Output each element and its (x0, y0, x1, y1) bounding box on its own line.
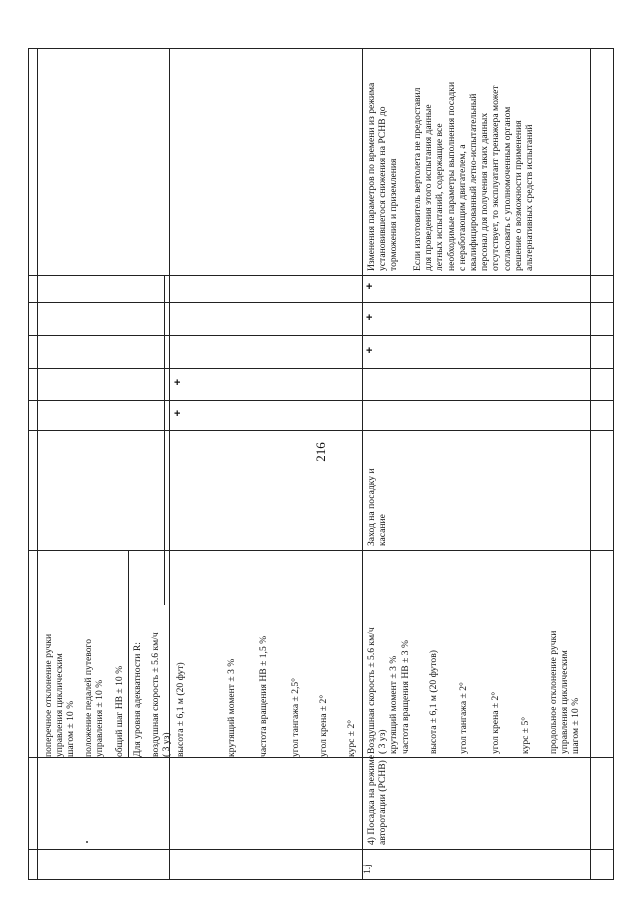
prev-params-10: курс ± 2° (346, 719, 357, 757)
row4-title: 4) Посадка на режиме авторотации (РСНВ) (366, 755, 389, 845)
row4-note-2: Если изготовитель вертолета не предоставил для проведения этого испытания данные летных испытаний, содержащие все необходимые параметры выполнения посадки с неработающим двигателем, а квалифицированный летно-испытательный персонал для получения таких данных отсутствует, то эксплуатант тренажера может согласовать с уполномоченным органом решение о возможности применения альтернативных средств испытаний (412, 81, 536, 271)
mark-plus: + (366, 312, 373, 324)
row4-param-3: высота ± 6,1 м (20 футов) (428, 650, 439, 754)
row4-param-4: угол тангажа ± 2° (458, 682, 469, 754)
column-separator (28, 335, 614, 336)
prev-params-6: крутящий момент ± 3 % (226, 658, 237, 757)
row4-note-1: Изменения параметров по времени из режима установившегося снижения на РСНВ до торможения и приземления (366, 82, 400, 271)
mark-plus: + (174, 408, 181, 420)
scan-speck (86, 841, 88, 843)
column-separator (28, 275, 614, 276)
prev-params-8: угол тангажа ± 2,5° (290, 677, 301, 757)
prev-params-4: Для уровня адекватности R: (132, 642, 143, 757)
table-border-left (28, 48, 29, 880)
column-separator (28, 757, 614, 758)
mark-plus: + (174, 377, 181, 389)
table-border-bottom (28, 879, 614, 880)
prev-params-7: частота вращения НВ ± 1,5 % (258, 635, 269, 757)
row4-id: 1.j (362, 864, 373, 874)
row4-param-2: частота вращения НВ ± 3 % (400, 640, 411, 754)
row-separator (590, 48, 591, 880)
row-separator (362, 48, 363, 880)
cell-divider (164, 275, 165, 605)
prev-params-9: угол крена ± 2° (318, 694, 329, 757)
prev-params-5: воздушная скорость ± 5.6 км/ч ( 3 уз) высота ± 6,1 м (20 фут) (150, 632, 187, 757)
row4-param-1: Воздушная скорость ± 5.6 км/ч ( 3 уз) крутящий момент ± 3 % (366, 627, 400, 754)
column-separator (28, 550, 614, 551)
table-border-right (613, 48, 614, 880)
column-separator (28, 849, 614, 850)
row-separator (37, 48, 38, 880)
row4-param-6: курс ± 5° (520, 716, 531, 754)
test-table (28, 0, 616, 880)
sub-divider (128, 550, 129, 757)
column-separator (28, 302, 614, 303)
column-separator (28, 430, 614, 431)
row4-condition: Заход на посадку и касание (366, 468, 389, 546)
row4-param-5: угол крена ± 2° (490, 691, 501, 754)
page-number: 216 (313, 442, 328, 462)
mark-plus: + (366, 345, 373, 357)
mark-plus: + (366, 281, 373, 293)
row4-param-7: продольное отклонение ручки управления циклическим шагом ± 10 % (548, 630, 582, 754)
prev-params-2: положение педалей путевого управления ± 10 % (83, 638, 106, 757)
column-separator (28, 368, 614, 369)
table-border-top (28, 48, 614, 49)
prev-params: поперечное отклонение ручки управления циклическим шагом ± 10 % (43, 633, 77, 757)
prev-params-3: общий шаг НВ ± 10 % (114, 665, 125, 757)
column-separator (28, 400, 614, 401)
